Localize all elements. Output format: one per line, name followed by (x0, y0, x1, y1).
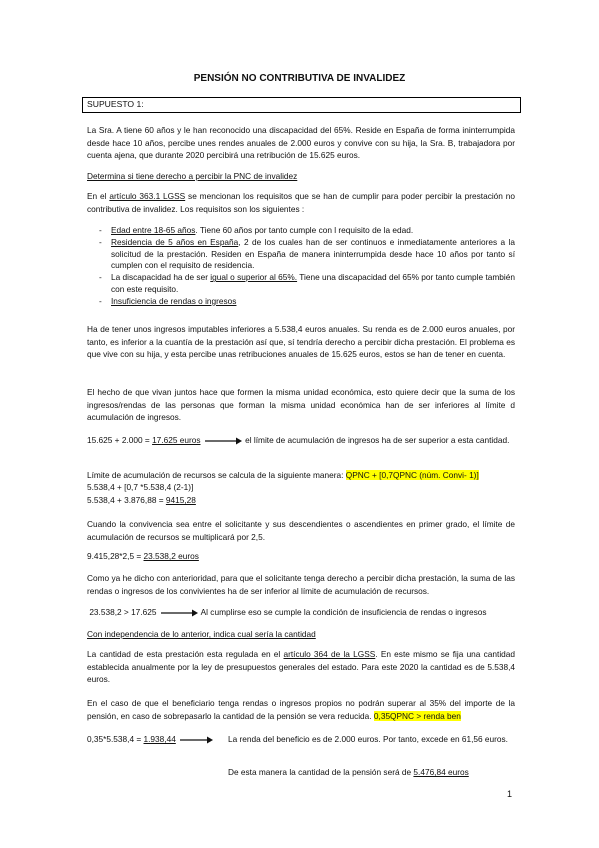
unidad-economica-paragraph: El hecho de que vivan juntos hace que formen la misma unidad económica, esto quiere decir que la suma de los ingresos/rendas de las personas que forman la misma unidad económica han de ser inferiores al límite d acumulación de ingresos. (87, 387, 515, 423)
arrow-right-icon (178, 736, 214, 744)
beneficiario-paragraph: En el caso de que el beneficiario tenga rendas o ingresos propios no podrán superar al 35% del importe de la pensión, en caso de sobrepasarlo la cantidad de la pensión se vera reducida. 0,35QPNC > renda ben (87, 698, 515, 721)
renda-highlight: 0,35QPNC > renda ben (373, 710, 461, 721)
calc-comparacion: 23.538,2 > 17.625 Al cumplirse eso se cumple la condición de insuficiencia de rendas o ingresos (89, 607, 487, 617)
calc-suma-ingresos: 15.625 + 2.000 = 17.625 euros el límite de acumulación de ingresos ha de ser superior a esta cantidad. (87, 435, 510, 445)
intro-paragraph: La Sra. A tiene 60 años y le han reconocido una discapacidad del 65%. Reside en España de forma ininterrumpida desde hace 10 años, percibe unes rendes anuales de 2.000 euros y convive con su hija, la Sra. B, trabajadora por cuenta ajena, que durante 2020 percibirá una retribución de 15.625 euros. (87, 125, 515, 161)
list-item: - Residencia de 5 años en España, 2 de los cuales han de ser continuos e inmediatamente anteriores a la solicitud de la prestación. Residen en España de manera ininterrumpida desde hace 10 años por tanto sí cumplen con el requisito de residencia. (87, 237, 515, 272)
equation-3: 9.415,28*2,5 = 23.538,2 euros (87, 551, 199, 561)
heading-derecho: Determina si tiene derecho a percibir la PNC de invalidez (87, 171, 298, 181)
arrow-right-icon (203, 437, 243, 445)
equation-2: 5.538,4 + 3.876,88 = 9415,28 (87, 495, 196, 505)
limite-formula-paragraph: Límite de acumulación de recursos se calcula de la siguiente manera: QPNC + [0,7QPNC (núm. Convi- 1)] (87, 470, 479, 480)
equation-1: 5.538,4 + [0,7 *5.538,4 (2-1)] (87, 482, 194, 492)
formula-highlight: QPNC + [0,7QPNC (núm. Convi- 1)] (345, 470, 479, 480)
final-amount: De esta manera la cantidad de la pensión será de 5.476,84 euros (228, 767, 469, 777)
arrow-right-icon (159, 609, 199, 617)
list-item: - La discapacidad ha de ser igual o superior al 65%. Tiene una discapacidad del 65% por tanto cumple también con este requisito. (87, 272, 515, 296)
calc-35-percent: 0,35*5.538,4 = 1.938,44 (87, 733, 214, 746)
ingresos-paragraph: Ha de tener unos ingresos imputables inferiores a 5.538,4 euros anuales. Su renda es de 2.000 euros anuales, por tanto, es inferior a la cuantía de la prestación así que, sí tendría derecho a percibir dicha prestación. El problema es que vive con su hija, y esta percibe unas retribuciones anuales de 15.625 euros, estos se han de tener en cuenta. (87, 324, 515, 360)
list-item: - Edad entre 18-65 años. Tiene 60 años por tanto cumple con l requisito de la edad. (87, 225, 515, 237)
page-number: 1 (507, 789, 513, 799)
requisitos-list (87, 225, 515, 308)
convivencia-paragraph: Cuando la convivencia sea entre el solicitante y sus descendientes o ascendientes en primer grado, el límite de acumulación de recursos se multiplicará por 2,5. (87, 519, 515, 542)
anterioridad-paragraph: Como ya he dicho con anterioridad, para que el solicitante tenga derecho a percibir dicha prestación, la suma de las rendas o ingresos de los convivientes ha de ser inferior al límite de acumulación de recursos. (87, 573, 515, 596)
requisitos-paragraph: En el artículo 363.1 LGSS se mencionan los requisitos que se han de cumplir para poder percibir la prestación no contributiva de invalidez. Los requisitos son los siguientes : (87, 191, 516, 214)
cantidad-paragraph: La cantidad de esta prestación esta regulada en el artículo 364 de la LGSS. En este mismo se fija una cantidad establecida anualmente por la ley de presupuestos generales del estado. Para este 2020 la cantidad es de 5.538,4 euros. (87, 649, 516, 685)
document-title: PENSIÓN NO CONTRIBUTIVA DE INVALIDEZ (193, 73, 406, 84)
list-item: - Insuficiencia de rendas o ingresos (87, 296, 515, 308)
supuesto-label: SUPUESTO 1: (87, 99, 144, 109)
exceso-note: La renda del beneficio es de 2.000 euros. Por tanto, excede en 61,56 euros. (228, 734, 508, 744)
article-363-link: artículo 363.1 LGSS (109, 191, 186, 201)
heading-cantidad: Con independencia de lo anterior, indica cual sería la cantidad (87, 629, 316, 639)
supuesto-box (82, 97, 521, 113)
